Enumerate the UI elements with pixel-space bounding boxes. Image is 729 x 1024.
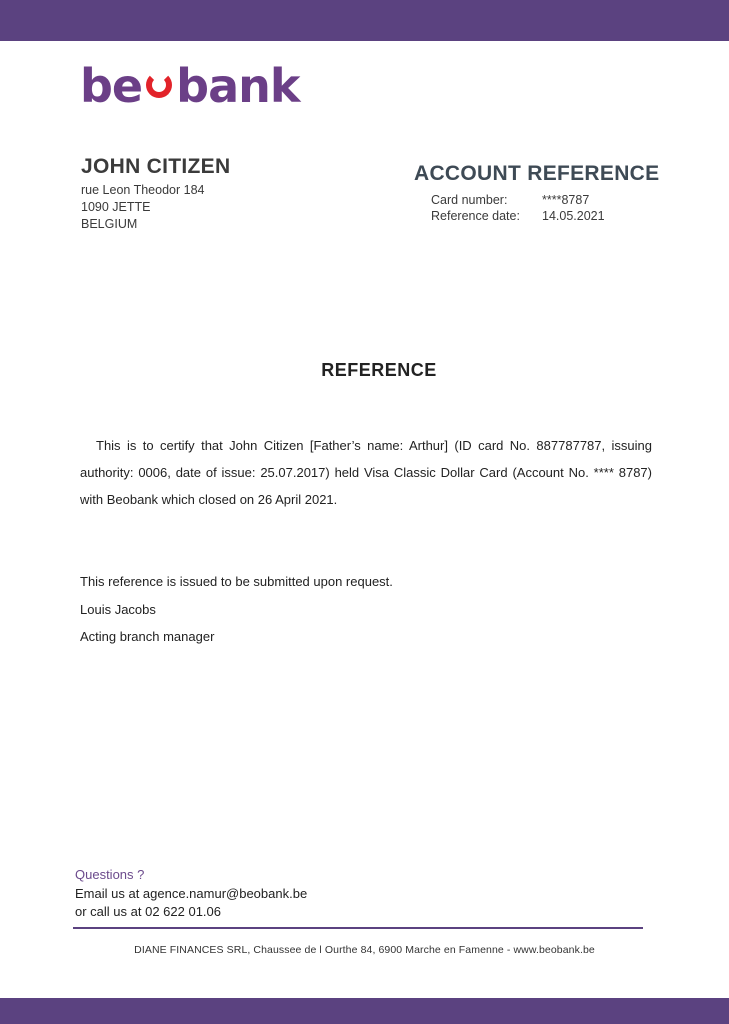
document-title: REFERENCE (321, 360, 437, 380)
reference-date-label: Reference date: (431, 209, 520, 223)
reference-date-row (414, 208, 714, 224)
logo-text-left: be (80, 59, 143, 113)
address-line-city: 1090 JETTE (81, 200, 151, 214)
footer-contact (75, 866, 307, 922)
customer-name: JOHN CITIZEN (81, 155, 231, 178)
reference-paragraph (80, 432, 652, 513)
card-number-label: Card number: (431, 193, 508, 207)
closing-statement: This reference is issued to be submitted upon request. (80, 574, 393, 589)
logo-text-right: bank (176, 59, 300, 113)
reference-paragraph-text: This is to certify that John Citizen [Father’s name: Arthur] (ID card No. 887787787, issuing authority: 0006, date of issue: 25.07.2017) held Visa Classic Dollar Card (Account No. **** 8787) with Beobank which closed on 26 April 2021. (80, 438, 652, 507)
customer-address-block (81, 155, 230, 233)
footer-phone-line: or call us at 02 622 01.06 (75, 904, 221, 919)
bottom-color-band (0, 998, 729, 1024)
footer-legal-text: DIANE FINANCES SRL, Chaussee de l Ourthe 84, 6900 Marche en Famenne - www.beobank.be (134, 944, 595, 956)
account-reference-block (414, 162, 714, 224)
address-line-street: rue Leon Theodor 184 (81, 183, 205, 197)
footer-divider (73, 927, 643, 929)
closing-block (80, 568, 393, 651)
account-reference-title: ACCOUNT REFERENCE (414, 162, 660, 185)
card-number-row (414, 192, 714, 208)
beobank-logo (80, 58, 340, 114)
top-color-band (0, 0, 729, 41)
footer-questions-heading: Questions ? (75, 867, 145, 882)
logo-ring-icon (146, 72, 172, 98)
reference-date-value: 14.05.2021 (542, 209, 605, 223)
signatory-name: Louis Jacobs (80, 601, 156, 617)
address-line-country: BELGIUM (81, 217, 138, 231)
card-number-value: ****8787 (542, 193, 590, 207)
footer-email-line: Email us at agence.namur@beobank.be (75, 885, 308, 901)
signatory-title: Acting branch manager (80, 629, 215, 644)
